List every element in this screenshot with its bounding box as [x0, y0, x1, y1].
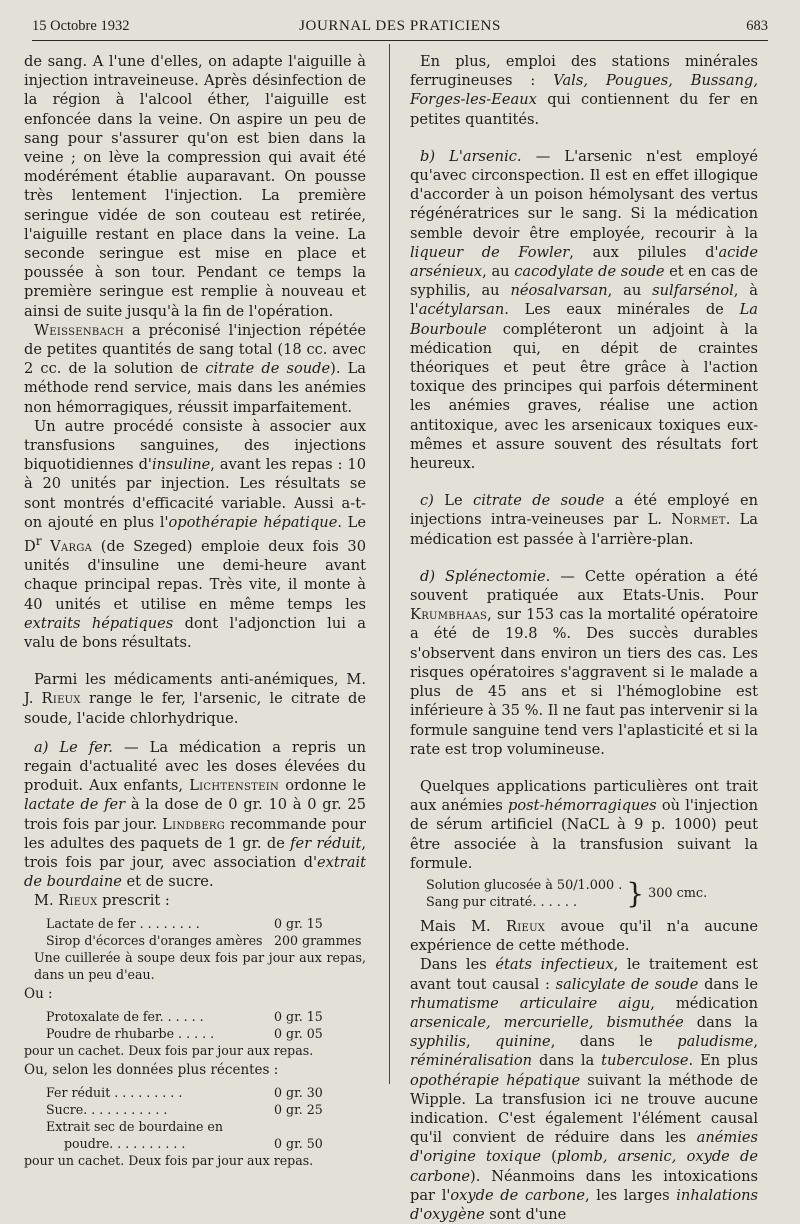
ou-separator: Ou, selon les données plus récentes : — [24, 1061, 279, 1078]
section-label: d) Splénectomie. — [420, 567, 551, 585]
paragraph-transfusion-technique: de sang. A l'une d'elles, on adapte l'aiguille à injection intraveineuse. Après désinfection de la région à l'alcool éther, l'aiguille est enfoncée dans la veine. On aspire un peu de sang pour s'assurer qu'on est bien dans la veine ; on lève la compression qui avait été modérément établie auparavant. On pousse très lentement l'injection. La première seringue vidée de son couteau est retirée, l'aiguille restant en place dans la veine. La seconde seringue est mise en place et poussée à son tour. Pendant ce temps la première seringue est remplie à nouveau et ainsi de suite jusqu'à la fin de l'opération. — [24, 53, 366, 320]
prescription-note: pour un cachet. Deux fois par jour aux repas. — [24, 1042, 314, 1058]
paragraph-arsenic: b) L'arsenic. — L'arsenic n'est employé qu'avec circonspection. Il est en effet illogique d'accorder à un poison hémolysant des vertus régénératrices sur le sang. Si la médication semble devoir être employée, recourir à la liqueur de Fowler, aux pilules d'acide arsénieux, au cacodylate de soude et en cas de syphilis, au néosalvarsan, au sulfarsénol, à l'acétylarsan. Les eaux minérales de La Bourboule compléteront un adjoint à la médication qui, en dépit de craintes théoriques et peut être grâce à l'action toxique des principes qui parfois déterminent les anémies graves, réalise une action antitoxique, avec les arsenicaux toxiques eux-mêmes et assure souvent des résultats fort heureux. — [410, 147, 758, 473]
prescription-1 — [24, 915, 366, 983]
header-date: 15 Octobre 1932 — [32, 18, 130, 34]
ou-separator: Ou : — [24, 985, 53, 1002]
section-label: b) L'arsenic. — [420, 147, 522, 165]
section-label: c) — [420, 492, 434, 510]
formula-line: Sang pur citraté. . . . . . — [426, 894, 578, 910]
formula-line: Solution glucosée à 50/1.000 . — [426, 877, 623, 893]
section-label: a) Le fer. — [34, 738, 113, 756]
right-column — [410, 52, 758, 1224]
transfusion-formula — [426, 877, 758, 911]
author-name: Weissenbach — [34, 321, 125, 339]
paragraph-citrate: c) Le citrate de soude a été employé en injections intra-veineuses par L. Normet. La médication est passée à l'arrière-plan. — [410, 492, 759, 548]
prescription-line: Fer réduit . . . . . . . . . 0 gr. 30 — [46, 1085, 323, 1100]
paragraph-rieux-experience: Mais M. Rieux avoue qu'il n'a aucune expérience de cette méthode. — [410, 917, 758, 955]
prescription-line: Poudre de rhubarbe . . . . . 0 gr. 05 — [46, 1025, 323, 1041]
running-header — [32, 14, 768, 41]
prescription-line: poudre. . . . . . . . . . 0 gr. 50 — [64, 1136, 323, 1151]
brace: } — [626, 876, 645, 910]
author-name: Lindberg — [162, 815, 226, 833]
prescription-line: Protoxalate de fer. . . . . . 0 gr. 15 — [46, 1008, 323, 1024]
author-name: Krumbhaas — [410, 606, 488, 624]
prescription-line: Sucre. . . . . . . . . . . 0 gr. 25 — [46, 1102, 323, 1117]
prescription-line: Extrait sec de bourdaine en — [46, 1119, 223, 1134]
prescription-3 — [24, 1084, 366, 1169]
paragraph-etats-infectieux: Dans les états infectieux, le traitement est avant tout causal : salicylate de soude dans le rhumatisme articulaire aigu, médication arsenicale, mercurielle, bismuthée dans la syphilis, quinine, dans le paludisme, réminéralisation dans la tuberculose. En plus opothérapie hépatique suivant la méthode de Wipple. La transfusion ici ne trouve aucune indication. C'est également l'élément causal qu'il convient de réduire dans les anémies d'origine toxique (plomb, arsenic, oxyde de carbone). Néanmoins dans les intoxications par l'oxyde de carbone, les larges inhalations d'oxygène sont d'une — [410, 956, 759, 1223]
paragraph-weissenbach: Weissenbach a préconisé l'injection répétée de petites quantités de sang total (18 cc. avec 2 cc. de la solution de citrate de soude). La méthode rend service, mais dans les anémies non hémorragiques, réussit imparfaitement. — [24, 321, 366, 416]
prescription-note: Une cuillerée à soupe deux fois par jour aux repas, dans un peu d'eau. — [34, 949, 366, 982]
paragraph-post-hemorragiques: Quelques applications particulières ont trait aux anémies post-hémorragiques où l'injection de sérum artificiel (NaCL à 9 p. 1000) peut être associée à la transfusion suivant la formule. — [410, 777, 758, 872]
left-column — [24, 52, 366, 1171]
author-name: Lichtenstein — [189, 777, 280, 795]
author-name: Normet — [671, 511, 726, 529]
prescription-note: pour un cachet. Deux fois par jour aux repas. — [24, 1153, 314, 1168]
author-name: Rieux — [58, 892, 98, 910]
author-name: Rieux — [41, 690, 81, 708]
journal-title: JOURNAL DES PRATICIENS — [299, 18, 501, 34]
prescription-line: Sirop d'écorces d'oranges amères 200 grammes — [46, 932, 362, 948]
paragraph-stations-minerales: En plus, emploi des stations minérales ferrugineuses : Vals, Pougues, Bussang, Forges-les-Eeaux qui contiennent du fer en petites quantités. — [410, 53, 758, 128]
page-number: 683 — [746, 18, 768, 34]
paragraph-anti-anemiques: Parmi les médicaments anti-anémiques, M. J. Rieux range le fer, l'arsenic, le citrate de soude, l'acide chlorhydrique. — [24, 671, 366, 727]
prescription-2 — [24, 1008, 366, 1059]
paragraph-rieux-prescrit: M. Rieux prescrit : — [34, 892, 170, 910]
paragraph-insuline: Un autre procédé consiste à associer aux transfusions sanguines, des injections biquotidiennes d'insuline, avant les repas : 10 à 20 unités par injection. Les résultats se sont montrés d'efficacité variable. Aussi a-t-on ajouté en plus l'opothérapie hépatique. Le $D^r$ Varga (de Szeged) emploie deux fois 30 unités d'insuline une demi-heure avant chaque principal repas. Très vite, il monte à 40 unités et utilise en même temps les extraits hépatiques dont l'adjonction lui a valu de bons résultats. — [24, 417, 367, 651]
formula-volume: 300 cmc. — [648, 886, 708, 902]
author-name: Varga — [50, 537, 93, 555]
column-divider — [389, 44, 390, 1084]
paragraph-le-fer: a) Le fer. — La médication a repris un regain d'actualité avec les doses élevées du produit. Aux enfants, Lichtenstein ordonne le lactate de fer à la dose de 0 gr. 10 à 0 gr. 25 trois fois par jour. Lindberg recommande pour les adultes des paquets de 1 gr. de fer réduit, trois fois par jour, avec association d'extrait de bourdaine et de sucre. — [24, 738, 366, 891]
paragraph-splenectomie: d) Splénectomie. — Cette opération a été souvent pratiquée aux Etats-Unis. Pour Krumbhaas, sur 153 cas la mortalité opératoire a été de 19.8 %. Des succès durables s'observent dans environ un tiers des cas. Les risques opératoires s'aggravent si le malade a plus de 45 ans et si l'hémoglobine est inférieure à 35 %. Il ne faut pas intervenir si la formule sanguine tend vers l'aplasticité et si la rate est trop volumineuse. — [410, 567, 758, 758]
prescription-line: Lactate de fer . . . . . . . . 0 gr. 15 — [46, 915, 323, 931]
author-name: Rieux — [505, 917, 546, 935]
